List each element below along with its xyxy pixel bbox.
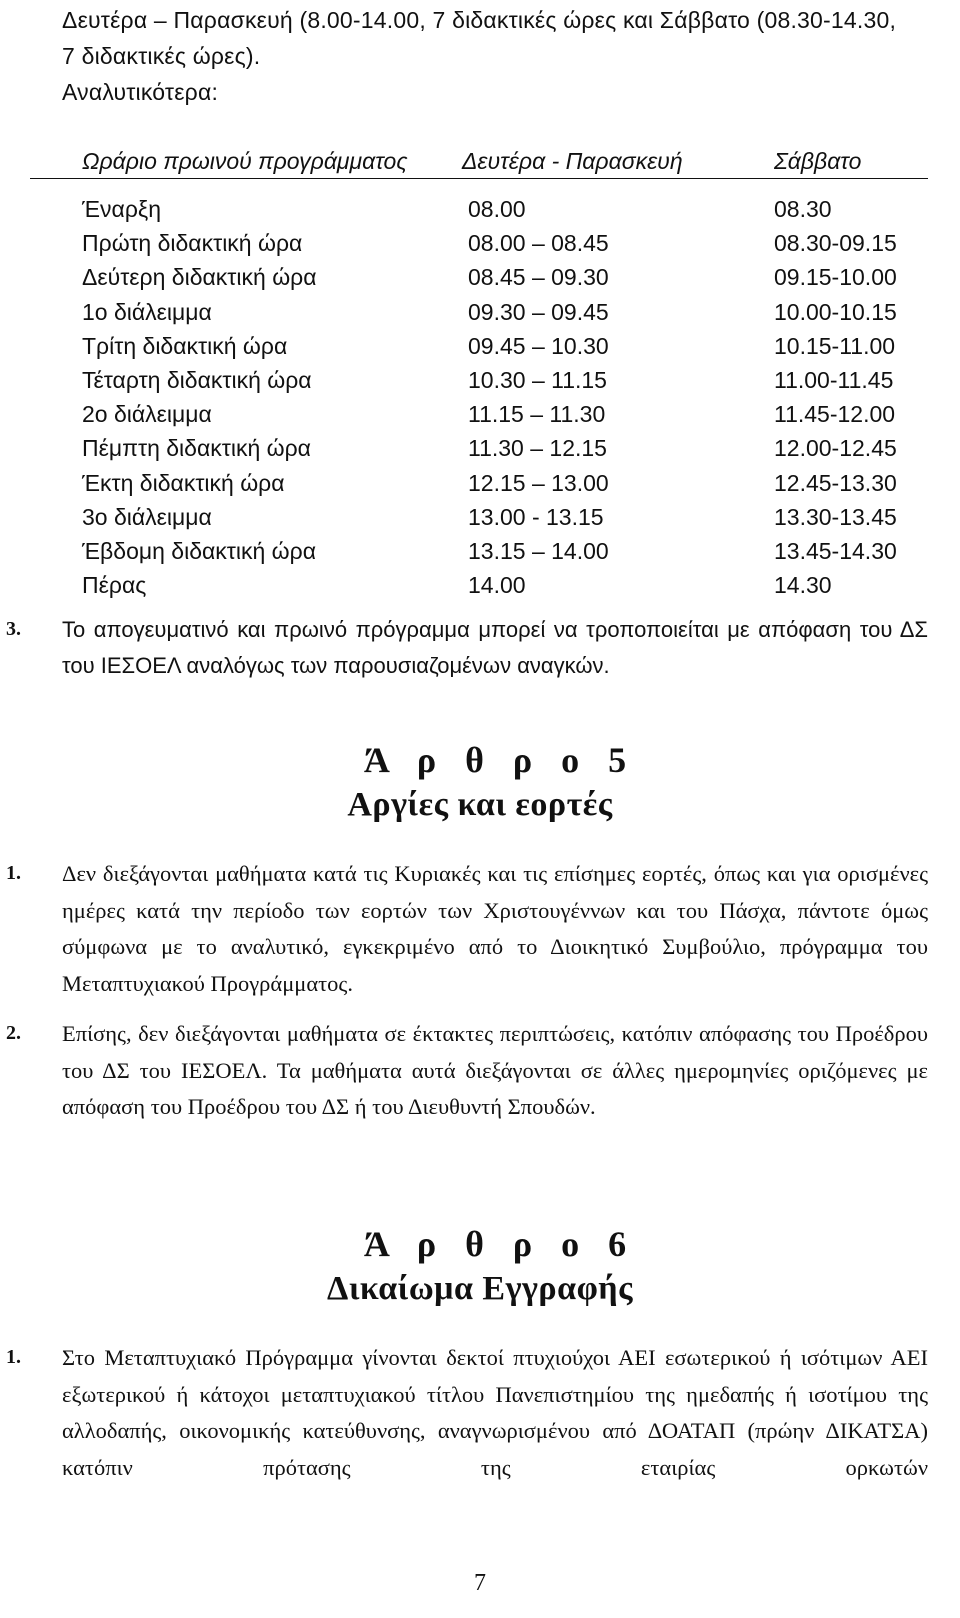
row-weekday: 08.00 <box>468 196 526 222</box>
row-weekday: 14.00 <box>468 572 526 599</box>
row-saturday: 12.00-12.45 <box>774 435 897 462</box>
row-weekday: 09.45 – 10.30 <box>468 332 609 359</box>
table-row <box>30 363 928 397</box>
article-title: Ά ρ θ ρ ο 5 <box>363 740 637 780</box>
page-number: 7 <box>474 1570 486 1596</box>
article-5-paragraph-2 <box>6 1016 928 1126</box>
row-saturday: 08.30 <box>774 196 832 222</box>
row-label: Έβδομη διδακτική ώρα <box>82 537 317 564</box>
row-saturday: 13.45-14.30 <box>774 537 897 564</box>
row-weekday: 11.30 – 12.15 <box>468 435 607 462</box>
header-saturday: Σάββατο <box>774 148 862 174</box>
article-6-paragraph-1 <box>6 1340 928 1486</box>
row-weekday: 13.00 - 13.15 <box>468 503 604 530</box>
paragraph-text: Δεν διεξάγονται μαθήματα κατά τις Κυριακές και τις επίσημες εορτές, όπως και για ορισμένες ημέρες κατά την περίοδο των εορτών των Χριστουγέννων και του Πάσχα, πάντοτε όμως σύμφωνα με το αναλυτικό, εγκεκριμένο από το Διοικητικό Συμβούλιο, πρόγραμμα του Μεταπτυχιακού Προγράμματος. <box>62 861 928 996</box>
row-label: 2ο διάλειμμα <box>82 401 212 428</box>
article-title: Ά ρ θ ρ ο 6 <box>363 1224 637 1264</box>
table-row <box>30 500 928 534</box>
row-saturday: 09.15-10.00 <box>774 264 897 291</box>
table-row <box>30 329 928 363</box>
row-saturday: 10.00-10.15 <box>774 298 897 325</box>
paragraph-number: 3. <box>6 618 21 640</box>
row-saturday: 13.30-13.45 <box>774 503 897 530</box>
article-5-paragraph-1 <box>6 856 928 1002</box>
paragraph-number: 2. <box>6 1022 21 1044</box>
row-label: Πρώτη διδακτική ώρα <box>82 230 303 257</box>
row-label: Πέμπτη διδακτική ώρα <box>82 435 311 462</box>
table-row <box>30 192 928 226</box>
table-row <box>30 226 928 260</box>
row-weekday: 08.45 – 09.30 <box>468 264 609 291</box>
article-subtitle: Αργίες και εορτές <box>347 786 613 823</box>
schedule-table <box>30 192 928 602</box>
row-weekday: 08.00 – 08.45 <box>468 230 609 257</box>
row-label: 3ο διάλειμμα <box>82 503 212 530</box>
table-row <box>30 568 928 602</box>
row-label: 1ο διάλειμμα <box>82 298 212 325</box>
paragraph-number: 1. <box>6 1346 21 1368</box>
row-label: Πέρας <box>82 572 147 599</box>
row-saturday: 14.30 <box>774 572 832 599</box>
row-label: Έκτη διδακτική ώρα <box>82 469 285 496</box>
schedule-header <box>30 148 928 179</box>
row-saturday: 12.45-13.30 <box>774 469 897 496</box>
intro-line-1: Δευτέρα – Παρασκευή (8.00-14.00, 7 διδακτικές ώρες και Σάββατο (08.30-14.30, <box>62 7 897 33</box>
row-saturday: 10.15-11.00 <box>774 332 896 359</box>
row-saturday: 08.30-09.15 <box>774 230 897 257</box>
article-5-heading <box>0 738 960 828</box>
paragraph-3 <box>6 612 928 684</box>
paragraph-text: Επίσης, δεν διεξάγονται μαθήματα σε έκτακτες περιπτώσεις, κατόπιν απόφασης του Προέδρου του ΔΣ του ΙΕΣΟΕΛ. Τα μαθήματα αυτά διεξάγονται σε άλλες ημερομηνίες οριζόμενες με απόφαση του Προέδρου του ΔΣ ή του Διευθυντή Σπουδών. <box>62 1021 928 1119</box>
table-row <box>30 397 928 431</box>
header-weekday: Δευτέρα - Παρασκευή <box>462 148 683 174</box>
row-label: Δεύτερη διδακτική ώρα <box>82 264 317 291</box>
paragraph-number: 1. <box>6 862 21 884</box>
row-weekday: 09.30 – 09.45 <box>468 298 609 325</box>
row-label: Τέταρτη διδακτική ώρα <box>82 366 312 393</box>
intro-text <box>62 2 932 110</box>
table-row <box>30 534 928 568</box>
table-row <box>30 295 928 329</box>
article-6-heading <box>0 1222 960 1312</box>
row-weekday: 11.15 – 11.30 <box>468 401 606 428</box>
intro-line-3: Αναλυτικότερα: <box>62 79 219 105</box>
row-weekday: 10.30 – 11.15 <box>468 366 607 393</box>
header-schedule-label: Ωράριο πρωινού προγράμματος <box>82 148 408 174</box>
intro-line-2: 7 διδακτικές ώρες). <box>62 43 261 69</box>
article-subtitle: Δικαίωμα Εγγραφής <box>327 1270 633 1307</box>
table-row <box>30 431 928 465</box>
row-label: Τρίτη διδακτική ώρα <box>82 332 288 359</box>
table-row <box>30 466 928 500</box>
row-saturday: 11.45-12.00 <box>774 401 896 428</box>
row-label: Έναρξη <box>82 196 162 222</box>
row-saturday: 11.00-11.45 <box>774 366 894 393</box>
paragraph-text: Το απογευματινό και πρωινό πρόγραμμα μπορεί να τροποποιείται με απόφαση του ΔΣ του ΙΕΣΟΕΛ αναλόγως των παρουσιαζομένων αναγκών. <box>62 617 928 678</box>
row-weekday: 12.15 – 13.00 <box>468 469 609 496</box>
table-row <box>30 260 928 294</box>
row-weekday: 13.15 – 14.00 <box>468 537 609 564</box>
paragraph-text: Στο Μεταπτυχιακό Πρόγραμμα γίνονται δεκτοί πτυχιούχοι ΑΕΙ εσωτερικού ή ισότιμων ΑΕΙ εξωτερικού ή κάτοχοι μεταπτυχιακού τίτλου Πανεπιστημίου της ημεδαπής ή ισοτίμου της αλλοδαπής, οικονομικής κατεύθυνσης, αναγνωρισμένου από ΔΟΑΤΑΠ (πρώην ΔΙΚΑΤΣΑ) κατόπιν πρότασης της εταιρίας ορκωτών <box>62 1345 928 1480</box>
